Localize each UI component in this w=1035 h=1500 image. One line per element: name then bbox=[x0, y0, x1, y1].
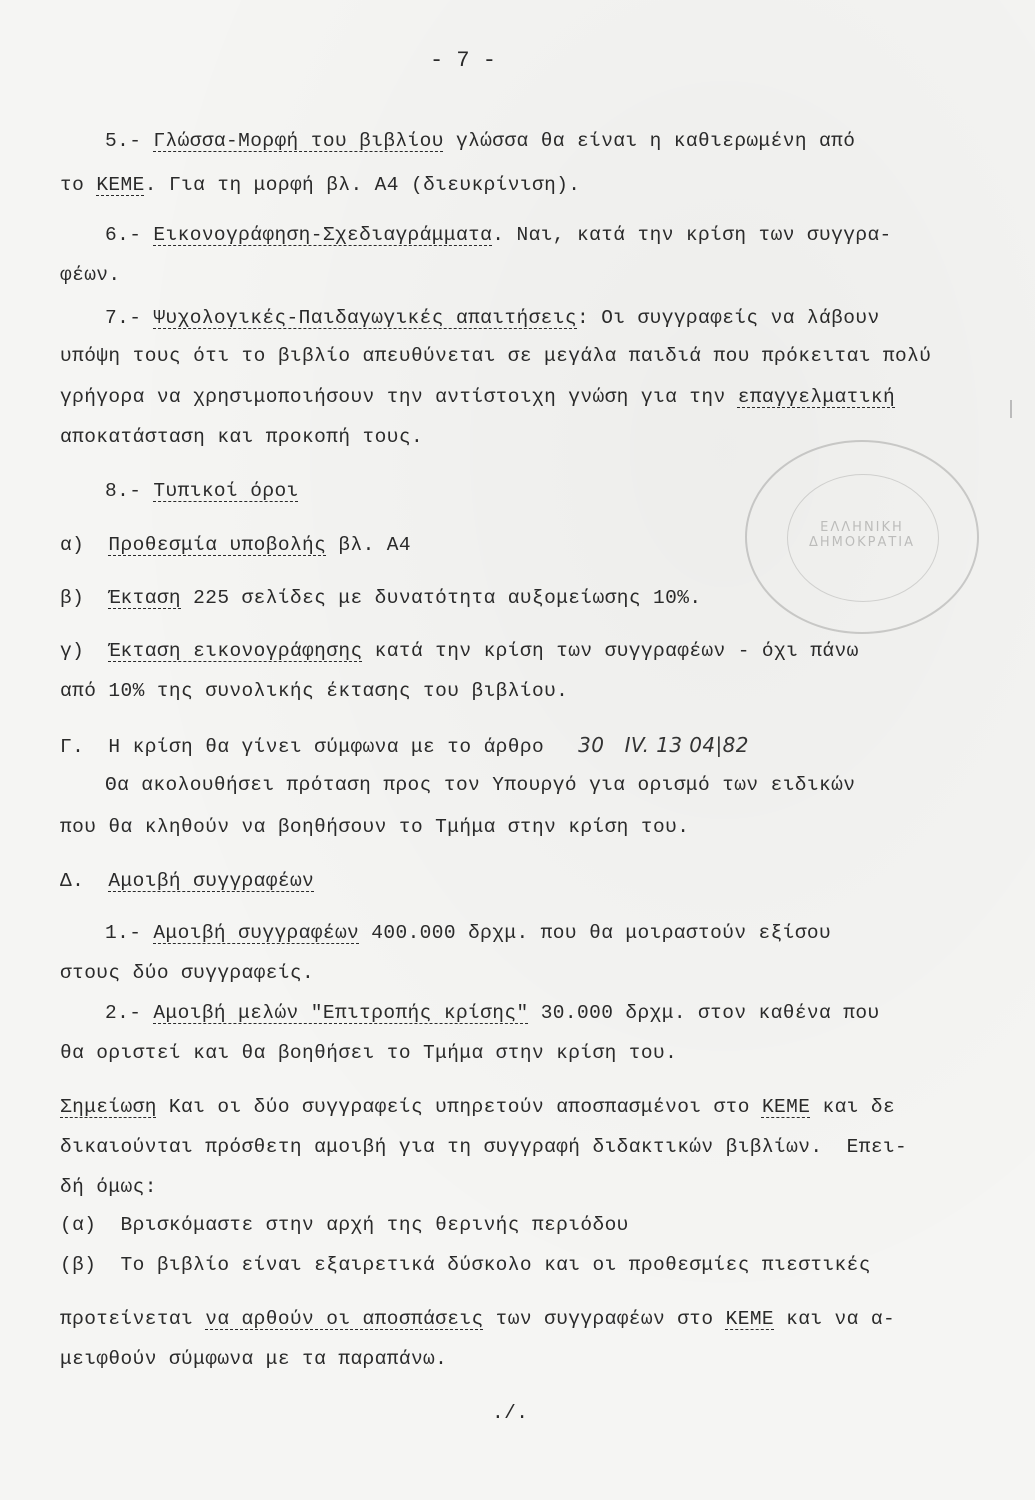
text-line: που θα κληθούν να βοηθήσουν το Τμήμα στην κρίση του. bbox=[60, 816, 690, 838]
text-line: προτείνεται να αρθούν οι αποσπάσεις των συγγραφέων στο ΚΕΜΕ και να α- bbox=[60, 1308, 896, 1330]
text-line: 6.- Εικονογράφηση-Σχεδιαγράμματα. Ναι, κατά την κρίση των συγγρα- bbox=[105, 224, 892, 246]
text-line: θα οριστεί και θα βοηθήσει το Τμήμα στην κρίση του. bbox=[60, 1042, 678, 1064]
text-line: από 10% της συνολικής έκτασης του βιβλίου. bbox=[60, 680, 569, 702]
text-line: γ) Έκταση εικονογράφησης κατά την κρίση των συγγραφέων - όχι πάνω bbox=[60, 640, 859, 662]
text-line: 7.- Ψυχολογικές-Παιδαγωγικές απαιτήσεις: Οι συγγραφείς να λάβουν bbox=[105, 307, 880, 329]
text-line: δή όμως: bbox=[60, 1176, 157, 1198]
text-line: 1.- Αμοιβή συγγραφέων 400.000 δρχμ. που θα μοιραστούν εξίσου bbox=[105, 922, 832, 944]
text-line: Δ. Αμοιβή συγγραφέων bbox=[60, 870, 315, 892]
page-number: - 7 - bbox=[430, 48, 497, 73]
text-line: υπόψη τους ότι το βιβλίο απευθύνεται σε μεγάλα παιδιά που πρόκειται πολύ bbox=[60, 345, 932, 367]
text-line: 5.- Γλώσσα-Μορφή του βιβλίου γλώσσα θα είναι η καθιερωμένη από bbox=[105, 130, 856, 152]
text-line: στους δύο συγγραφείς. bbox=[60, 962, 315, 984]
margin-mark bbox=[1010, 400, 1012, 418]
continuation-mark: ./. bbox=[492, 1402, 529, 1424]
text-line: β) Έκταση 225 σελίδες με δυνατότητα αυξομείωσης 10%. bbox=[60, 587, 702, 609]
text-line: αποκατάσταση και προκοπή τους. bbox=[60, 426, 424, 448]
stamp-text: ΕΛΛΗΝΙΚΗ ΔΗΜΟΚΡΑΤΙΑ bbox=[808, 520, 916, 550]
handwritten-date: 30 IV. 13 04|82 bbox=[578, 733, 749, 757]
text-line: μειφθούν σύμφωνα με τα παραπάνω. bbox=[60, 1348, 448, 1370]
text-line: 8.- Τυπικοί όροι bbox=[105, 480, 299, 502]
text-line: α) Προθεσμία υποβολής βλ. Α4 bbox=[60, 534, 411, 556]
text-line: το ΚΕΜΕ. Για τη μορφή βλ. Α4 (διευκρίνιση). bbox=[60, 174, 581, 196]
text-line: 2.- Αμοιβή μελών "Επιτροπής κρίσης" 30.000 δρχμ. στον καθένα που bbox=[105, 1002, 880, 1024]
text-line: Γ. Η κρίση θα γίνει σύμφωνα με το άρθρο 30 IV. 13 04|82 bbox=[60, 733, 749, 758]
text-line: γρήγορα να χρησιμοποιήσουν την αντίστοιχη γνώση για την επαγγελματική bbox=[60, 386, 896, 408]
text-line: (β) Το βιβλίο είναι εξαιρετικά δύσκολο και οι προθεσμίες πιεστικές bbox=[60, 1254, 871, 1276]
text-line: (α) Βρισκόμαστε στην αρχή της θερινής περιόδου bbox=[60, 1214, 629, 1236]
text-line: Θα ακολουθήσει πρόταση προς τον Υπουργό για ορισμό των ειδικών bbox=[105, 774, 856, 796]
text-line: φέων. bbox=[60, 264, 121, 286]
text-line: δικαιούνται πρόσθετη αμοιβή για τη συγγραφή διδακτικών βιβλίων. Επει- bbox=[60, 1136, 908, 1158]
text-line: Σημείωση Και οι δύο συγγραφείς υπηρετούν αποσπασμένοι στο ΚΕΜΕ και δε bbox=[60, 1096, 896, 1118]
